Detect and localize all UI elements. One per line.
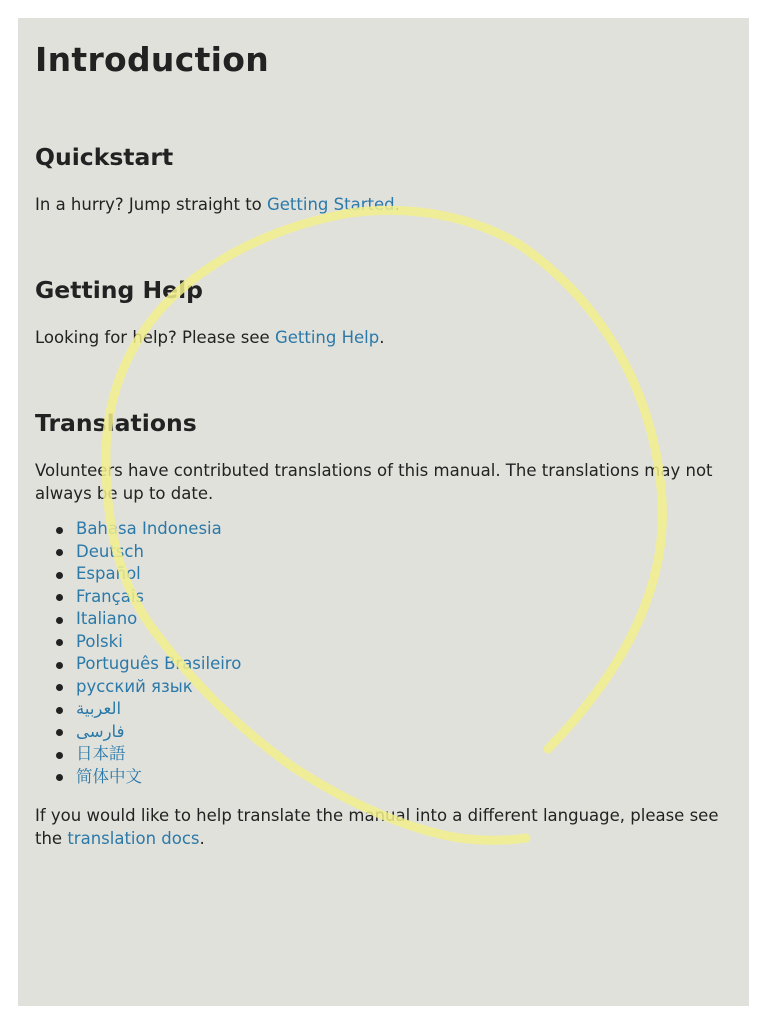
list-item [35,676,241,699]
getting-help-text: Looking for help? Please see [35,328,275,347]
translations-outro-text: If you would like to help translate the manual into a different language, please see the [35,806,719,848]
language-link-bahasa-indonesia[interactable]: Bahasa Indonesia [76,519,222,538]
list-item [35,541,241,564]
language-link-deutsch[interactable]: Deutsch [76,541,144,561]
quickstart-heading: Quickstart [35,143,174,171]
language-link-japanese[interactable]: 日本語 [76,744,126,763]
translations-heading: Translations [35,409,197,437]
language-list [35,518,241,788]
list-item [35,766,241,789]
list-item [35,631,241,654]
getting-help-tail: . [379,328,385,347]
translations-outro [35,804,725,850]
language-link-portugues-brasileiro[interactable]: Português Brasileiro [76,654,242,673]
quickstart-paragraph [35,193,400,216]
list-item [35,563,241,586]
list-item [35,721,241,744]
language-link-arabic[interactable]: العربية [76,699,122,718]
getting-started-link[interactable]: Getting Started [267,195,395,214]
translations-intro: Volunteers have contributed translations of this manual. The translations may not always be up to date. [35,461,713,503]
list-item [35,586,241,609]
list-item [35,518,241,541]
document-page [18,18,749,1006]
language-link-polski[interactable]: Polski [76,631,123,651]
language-link-espanol[interactable]: Español [76,564,141,583]
language-link-francais[interactable]: Français [76,586,145,606]
translations-outro-tail: . [199,829,205,848]
getting-help-link[interactable]: Getting Help [274,328,380,347]
quickstart-text: In a hurry? Jump straight to [35,195,267,214]
page-title: Introduction [35,40,270,79]
quickstart-tail: . [394,195,400,214]
getting-help-paragraph [35,326,384,349]
list-item [35,743,241,766]
list-item [35,608,241,631]
list-item [35,653,241,676]
list-item [35,698,241,721]
language-link-simplified-chinese[interactable]: 简体中文 [76,766,142,786]
language-link-italiano[interactable]: Italiano [76,609,138,628]
translation-docs-link[interactable]: translation docs [67,829,200,848]
language-link-farsi[interactable]: فارسی [76,721,125,741]
language-link-russian[interactable]: русский язык [76,676,193,696]
getting-help-heading: Getting Help [35,276,203,304]
